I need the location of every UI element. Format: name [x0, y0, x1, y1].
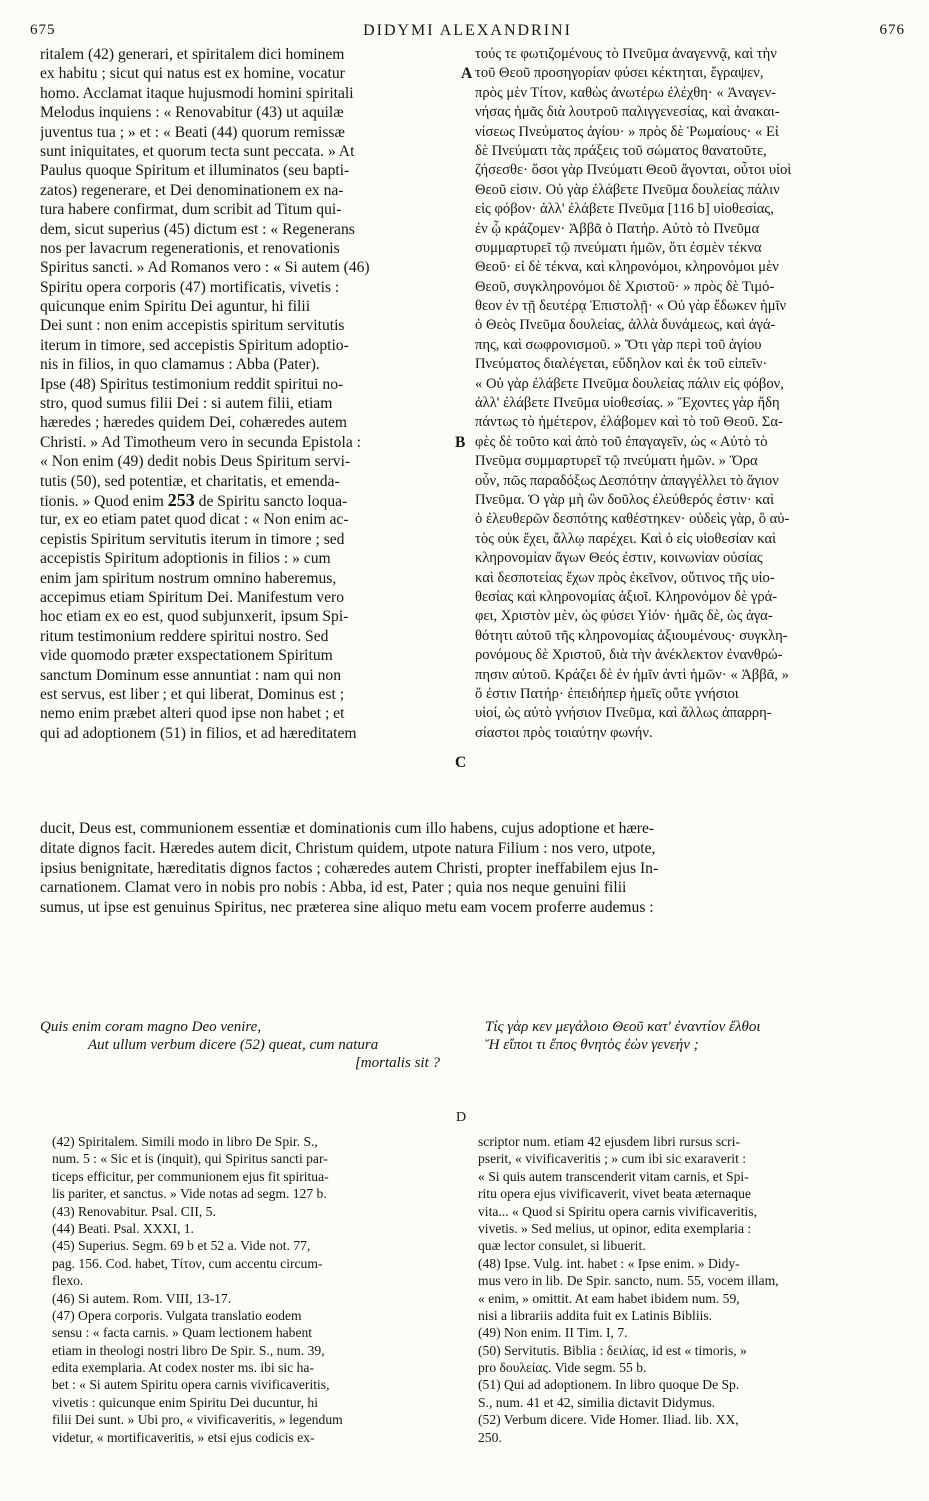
footnote-line: sensu : « facta carnis. » Quam lectionem habent: [52, 1325, 313, 1341]
footnote-line: (52) Verbum dicere. Vide Homer. Iliad. lib. XX,: [478, 1412, 739, 1428]
latin-line: cepistis Spiritum servitutis iterum in timore ; sed: [40, 530, 345, 548]
footnote-line: num. 5 : « Sic et is (inquit), qui Spiritus sancti par-: [52, 1151, 328, 1167]
verse-line: Aut ullum verbum dicere (52) queat, cum natura: [88, 1037, 379, 1053]
footnote-line: S., num. 41 et 42, similia dictavit Didymus.: [478, 1394, 716, 1410]
latin-line: sanctum Dominum esse annuntiat : nam qui non: [40, 666, 342, 684]
latin-line: Spiritus sancti. » Ad Romanos vero : « Si autem (46): [40, 259, 370, 277]
greek-line: θεον ἐν τῇ δευτέρᾳ Ἐπιστολῇ· « Οὐ γὰρ ἔδωκεν ἡμῖν: [475, 298, 787, 315]
footnote-line: nisi a librariis addita fuit ex Latinis Bibliis.: [478, 1307, 713, 1323]
paragraph-line: sumus, ut ipse est genuinus Spiritus, nec præterea sine aliquo metu eam vocem proferre audemus :: [40, 899, 654, 917]
footnote-line: (42) Spiritalem. Simili modo in libro De Spir. S.,: [52, 1134, 318, 1149]
latin-line: enim jam spiritum nostrum omnino haberemus,: [40, 569, 337, 587]
page-number-right: 676: [879, 22, 905, 38]
footnote-line: (45) Superius. Segm. 69 b et 52 a. Vide not. 77,: [52, 1238, 311, 1254]
footnote-line: videtur, « mortificaveritis, » etsi ejus codicis ex-: [52, 1429, 315, 1445]
greek-line: Πνεῦμα. Ὁ γὰρ μὴ ὢν δοῦλος ἐλεύθερός ἐστιν· καὶ: [475, 491, 775, 508]
latin-line: nis in filios, in quo clamamus : Abba (Pater).: [40, 356, 320, 374]
latin-text-column: [40, 45, 460, 743]
greek-line: φὲς δὲ τοῦτο καὶ ἀπὸ τοῦ ἐπαγαγεῖν, ὡς « Αὐτὸ τὸ: [475, 433, 768, 450]
footnote-line: flexo.: [52, 1273, 84, 1289]
greek-line: Πνεύματος διαλέγεται, εὔδηλον καὶ ἐκ τοῦ εἰπεῖν·: [475, 356, 768, 373]
latin-line: Dei sunt : non enim accepistis spiritum servitutis: [40, 317, 345, 335]
text-fragment: tionis. » Quod enim: [40, 492, 168, 510]
footnote-line: ritu opera ejus vivificaverit, vivet beata æternaque: [478, 1186, 751, 1202]
latin-line: homo. Acclamat itaque hujusmodi homini spiritali: [40, 84, 354, 102]
running-title: DIDYMI ALEXANDRINI: [363, 22, 572, 39]
greek-line: « Οὐ γὰρ ἐλάβετε Πνεῦμα δουλείας πάλιν εἰς φόβον,: [475, 375, 784, 392]
greek-line: φει, Χριστὸν μὲν, ὡς φύσει Υἱόν· ἡμᾶς δὲ, ὡς ἀγα-: [475, 608, 773, 625]
footnote-line: edita exemplaria. At codex noster ms. ibi sic ha-: [52, 1360, 314, 1376]
footnote-line: 250.: [478, 1429, 502, 1445]
greek-line: πησιν αὐτοῦ. Κράζει δὲ ἐν ἡμῖν ἀντὶ ἡμῶν· « Ἀββᾶ, »: [475, 666, 789, 683]
latin-line: vide quomodo præter exspectationem Spiritum: [40, 647, 333, 665]
latin-line: Melodus inquiens : « Renovabitur (43) ut aquilæ: [40, 104, 344, 122]
footnote-line: etiam in theologi nostri libro De Spir. S., num. 39,: [52, 1342, 325, 1358]
greek-line: Θεοῦ· εἰ δὲ τέκνα, καὶ κληρονόμοι, κληρονόμοι μὲν: [475, 259, 779, 276]
footnote-line: quæ lector consulet, si libuerit.: [478, 1238, 646, 1254]
latin-line: sunt iniquitates, et quorum tecta sunt peccata. » At: [40, 142, 355, 160]
footnote-line: pag. 156. Cod. habet, Τίτον, cum accentu circum-: [52, 1255, 323, 1271]
footnote-line: (48) Ipse. Vulg. int. habet : « Ipse enim. » Didy-: [478, 1255, 740, 1271]
greek-line: οὖν, πῶς παραδόξως Δεσπότην ἀπαγγέλλει τὸ ἅγιον: [475, 472, 779, 489]
latin-line: tur, ex eo etiam patet quod dicat : « Non enim ac-: [40, 511, 349, 529]
footnote-line: mus vero in lib. De Spir. sancto, num. 55, vocem illam,: [478, 1273, 779, 1289]
footnote-line: filii Dei sunt. » Ubi pro, « vivificaveritis, » legendum: [52, 1412, 343, 1428]
greek-line: νήσας ἡμᾶς διὰ λουτροῦ παλιγγενεσίας, καὶ ἀνακαι-: [475, 104, 780, 121]
latin-line: Paulus quoque Spiritum et illuminatos (seu bapti-: [40, 162, 350, 180]
latin-line: tura habere confirmat, dum scribit ad Titum qui-: [40, 201, 342, 219]
footnote-line: « Si quis autem transcenderit vitam carnis, et Spi-: [478, 1168, 749, 1184]
footnote-line: vivetis : quicunque enim Spiritu Dei ducuntur, hi: [52, 1394, 319, 1410]
footnote-line: (51) Qui ad adoptionem. In libro quoque De Sp.: [478, 1377, 740, 1393]
latin-line: Ipse (48) Spiritus testimonium reddit spiritui no-: [40, 375, 344, 393]
footnotes-left: [52, 1133, 452, 1446]
greek-line: τὸς οὐκ ἔχει, ἄλλῳ παρέχει. Καὶ ὁ εἰς υἱοθεσίαν καὶ: [475, 530, 777, 547]
latin-line: hoc etiam ex eo est, quod subjunxerit, ipsum Spi-: [40, 608, 349, 626]
footnote-line: vita... « Quod si Spiritu opera carnis vivificaveritis,: [478, 1203, 757, 1219]
latin-line: quicunque enim Spiritu Dei aguntur, hi filii: [40, 298, 311, 316]
greek-line: σίαστοι πρὸς τοιαύτην φωνήν.: [475, 724, 653, 741]
greek-line: κληρονομίαν ἄγων Θεός ἐστιν, κοινωνίαν οὐσίας: [475, 550, 763, 567]
footnote-line: ticeps efficitur, per communionem ejus fit spiritua-: [52, 1168, 329, 1184]
footnote-line: (49) Non enim. II Tim. I, 7.: [478, 1325, 628, 1341]
footnote-line: bet : « Si autem Spiritu opera carnis vivificaveritis,: [52, 1377, 330, 1393]
greek-text-column: [475, 45, 907, 743]
latin-line: iterum in timore, sed accepistis Spiritum adoptio-: [40, 336, 349, 354]
greek-line: ὁ Θεὸς Πνεῦμα δουλείας, ἀλλὰ δυνάμεως, καὶ ἀγά-: [475, 317, 776, 334]
paragraph-line: carnationem. Clamat vero in nobis pro nobis : Abba, id est, Pater ; quia nos neque genuini filii: [40, 879, 627, 897]
greek-line: θότητι αὐτοῦ τῆς κληρονομίας ἀξιουμένους· συγκλη-: [475, 627, 788, 644]
footnote-line: pserit, « vivificaveritis ; » cum ibi sic exaraverit :: [478, 1151, 747, 1167]
latin-line: nemo enim præbet alteri quod ipse non habet ; et: [40, 705, 345, 723]
latin-line: ritum testimonium reddere spiritui nostro. Sed: [40, 627, 329, 645]
paragraph-line: ditate dignos facit. Hæredes autem dicit, Christum quidem, utpote natura Filium : nos vero, utpote,: [40, 839, 656, 857]
greek-line: πάντως τὸ ἡμέτερον, ἐλάβομεν καὶ τὸ τοῦ Θεοῦ. Σα-: [475, 414, 783, 431]
latin-line: accepimus etiam Spiritum Dei. Manifestum vero: [40, 588, 345, 606]
latin-line: tutis (50), sed potentiæ, et charitatis, et emenda-: [40, 472, 340, 490]
greek-line: τοῦ Θεοῦ προσηγορίαν φύσει κέκτηται, ἔγραψεν,: [475, 65, 764, 82]
greek-line: πρὸς μὲν Τίτον, καθὼς ἀνωτέρω ἐλέχθη· « Ἀναγεν-: [475, 84, 776, 101]
footnotes-right: [478, 1133, 908, 1446]
greek-line: πης, καὶ σωφρονισμοῦ. » Ὅτι γὰρ περὶ τοῦ ἁγίου: [475, 336, 762, 353]
greek-line: Θεοῦ, συγκληρονόμοι δὲ Χριστοῦ· » πρὸς δὲ Τιμό-: [475, 278, 775, 295]
greek-line: ζήσεσθε· ὅσοι γὰρ Πνεύματι Θεοῦ ἄγονται, οὗτοι υἱοὶ: [475, 162, 792, 179]
verse-greek: [485, 1018, 905, 1054]
greek-line: θεσίας καὶ κληρονομίας ἀξιοῖ. Κληρονόμον δὲ γρά-: [475, 588, 778, 605]
footnote-line: (50) Servitutis. Biblia : δειλίας, id est « timoris, »: [478, 1342, 747, 1358]
section-marker-a: A: [461, 65, 473, 82]
full-width-paragraph: [40, 819, 908, 918]
footnote-line: (44) Beati. Psal. XXXI, 1.: [52, 1220, 194, 1236]
latin-line: est servus, est liber ; et qui liberat, Dominus est ;: [40, 685, 345, 703]
greek-line: νίσεως Πνεύματος ἁγίου· » πρὸς δὲ Ῥωμαίους· « Εἰ: [475, 123, 779, 140]
greek-line: ρονόμους δὲ Χριστοῦ, διὰ τὴν ἀνέκλεκτον ἐνανθρώ-: [475, 647, 783, 664]
verse-line: Τίς γὰρ κεν μεγάλοιο Θεοῦ κατ' ἐναντίον ἔλθοι: [485, 1019, 761, 1035]
greek-line: δὲ Πνεύματι τὰς πράξεις τοῦ σώματος θανατοῦτε,: [475, 142, 767, 159]
greek-line: ὅ ἐστιν Πατήρ· ἐπειδήπερ ἡμεῖς οὔτε γνήσιοι: [475, 685, 739, 702]
greek-line: συμμαρτυρεῖ τῷ πνεύματι ἡμῶν, ὅτι ἐσμὲν τέκνα: [475, 239, 762, 256]
page-number-left: 675: [30, 22, 56, 38]
greek-line: Πνεῦμα συμμαρτυρεῖ τῷ πνεύματι ἡμῶν. » Ὅρα: [475, 453, 758, 470]
page-header: [30, 22, 905, 42]
verse-latin: [40, 1018, 460, 1072]
latin-line: [40, 491, 460, 510]
latin-line: juventus tua ; » et : « Beati (44) quorum remissæ: [40, 123, 345, 141]
footnote-line: scriptor num. etiam 42 ejusdem libri rursus scri-: [478, 1134, 741, 1149]
greek-line: υἱοί, ὡς αὐτὸ γνήσιον Πνεῦμα, καὶ ἄλλως ἀπαρρη-: [475, 705, 772, 722]
section-marker-d: D: [456, 1110, 467, 1125]
verse-line: Quis enim coram magno Deo venire,: [40, 1019, 262, 1035]
latin-line: ex habitu ; sicut qui natus est ex homine, vocatur: [40, 65, 345, 83]
footnote-line: (46) Si autem. Rom. VIII, 13-17.: [52, 1290, 232, 1306]
footnote-line: pro δουλείας. Vide segm. 55 b.: [478, 1360, 647, 1376]
footnote-line: lis pariter, et sanctus. » Vide notas ad segm. 127 b.: [52, 1186, 327, 1202]
greek-line: καὶ δεσποτείας ἔχων πρὸς ἐκεῖνον, οὕτινος τῆς υἱο-: [475, 569, 775, 586]
paragraph-line: ducit, Deus est, communionem essentiæ et dominationis cum illo habens, cujus adoptione et hære-: [40, 820, 655, 837]
greek-line: τούς τε φωτιζομένους τὸ Πνεῦμα ἀναγεννᾷ, καὶ τὴν: [475, 46, 777, 62]
latin-line: « Non enim (49) dedit nobis Deus Spiritum servi-: [40, 453, 351, 471]
latin-line: hæredes ; hæredes quidem Dei, cohæredes autem: [40, 414, 348, 432]
verse-line: Ἤ εἴποι τι ἔπος θνητὸς ἐὼν γενεήν ;: [485, 1037, 699, 1053]
footnote-line: vivetis. » Sed melius, ut opinor, edita exemplaria :: [478, 1220, 752, 1236]
footnote-line: (43) Renovabitur. Psal. CII, 5.: [52, 1203, 216, 1219]
greek-line: εἰς φόβον· ἀλλ' ἐλάβετε Πνεῦμα [116 b] υἱοθεσίας,: [475, 201, 774, 218]
latin-line: stro, quod sumus filii Dei : si autem filii, etiam: [40, 395, 333, 413]
latin-line: nos per lavacrum regenerationis, et renovationis: [40, 239, 340, 257]
latin-line: Christi. » Ad Timotheum vero in secunda Epistola :: [40, 433, 361, 451]
section-marker-c: C: [455, 754, 467, 771]
greek-line: Θεοῦ εἰσιν. Οὐ γὰρ ἐλάβετε Πνεῦμα δουλείας πάλιν: [475, 181, 780, 198]
footnote-line: « enim, » omittit. At eam habet ibidem num. 59,: [478, 1290, 740, 1306]
paragraph-line: ipsius benignitate, hæreditatis dignos factos ; cohæredes autem Christi, propter ineffabilem ejus In-: [40, 859, 659, 877]
latin-line: qui ad adoptionem (51) in filios, et ad hæreditatem: [40, 724, 357, 742]
greek-line: ἐν ᾧ κράζομεν· Ἀββᾶ ὁ Πατήρ. Αὐτὸ τὸ Πνεῦμα: [475, 220, 760, 237]
column-number: 253: [167, 490, 195, 510]
latin-line: zatos) regenerare, et Dei denominationem ex na-: [40, 181, 344, 199]
greek-line: ἀλλ' ἐλάβετε Πνεῦμα υἱοθεσίας. » Ἔχοντες γὰρ ἤδη: [475, 395, 780, 412]
section-marker-b: B: [455, 434, 466, 451]
verse-line: [mortalis sit ?: [354, 1055, 440, 1071]
latin-line: ritalem (42) generari, et spiritalem dici hominem: [40, 46, 345, 63]
text-fragment: de Spiritu sancto loqua-: [194, 492, 348, 510]
greek-line: ὁ ἐλευθερῶν δεσπότης καθέστηκεν· οὐδεὶς γὰρ, ὃ αὐ-: [475, 511, 790, 528]
latin-line: dem, sicut superius (45) dictum est : « Regenerans: [40, 220, 355, 238]
latin-line: accepistis Spiritum adoptionis in filios : » cum: [40, 550, 331, 568]
latin-line: Spiritu opera corporis (47) mortificatis, vivetis :: [40, 278, 340, 296]
footnote-line: (47) Opera corporis. Vulgata translatio eodem: [52, 1307, 302, 1323]
